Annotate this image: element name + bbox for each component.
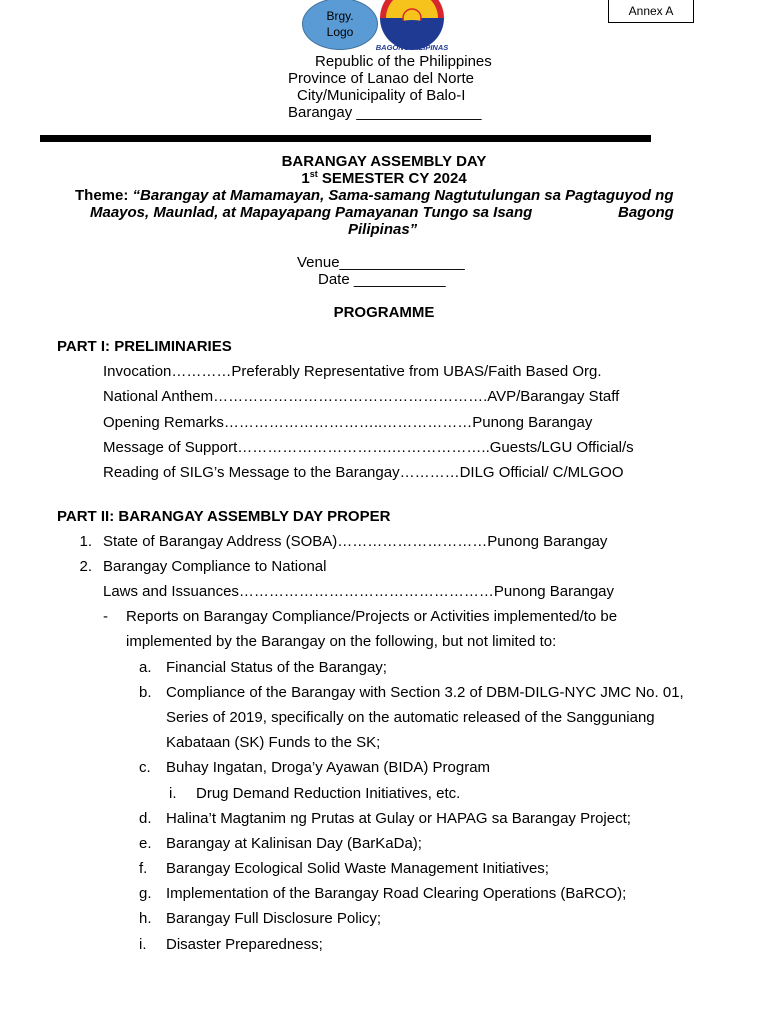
sub-c-text: Buhay Ingatan, Droga’y Ayawan (BIDA) Program (166, 759, 491, 776)
sub-b-line-3: Kabataan (SK) Funds to the SK; (166, 734, 381, 751)
item2-number: 2. (79, 558, 92, 575)
sub-d-label: d. (139, 810, 152, 827)
theme-line-1 (75, 187, 673, 204)
venue-field: Venue_______________ (297, 254, 465, 271)
sub-a-label: a. (139, 659, 152, 676)
theme-line-3: Pilipinas” (348, 221, 418, 238)
item2-line-2: Laws and Issuances……………………………………………Punong Barangay (103, 583, 615, 600)
item1-number: 1. (79, 533, 92, 550)
part2-heading: PART II: BARANGAY ASSEMBLY DAY PROPER (57, 508, 391, 525)
sub-g-text: Implementation of the Barangay Road Clearing Operations (BaRCO); (166, 885, 627, 902)
reports-line-2: implemented by the Barangay on the following, but not limited to: (126, 633, 557, 650)
barangay-logo (302, 0, 378, 50)
sub-b-line-1: Compliance of the Barangay with Section 3.2 of DBM-DILG-NYC JMC No. 01, (166, 684, 684, 701)
municipality-line: City/Municipality of Balo-I (297, 87, 466, 104)
part1-item-opening: Opening Remarks…………………………..………………Punong Barangay (103, 414, 593, 431)
sub-h-label: h. (139, 910, 152, 927)
brgy-logo-text-2: Logo (326, 25, 354, 39)
theme-text-1: “Barangay at Mamamayan, Sama-samang Nagtutulungan sa Pagtaguyod ng (132, 187, 674, 204)
theme-line-2a: Maayos, Maunlad, at Mapayapang Pamayanan Tungo sa Isang (90, 204, 533, 221)
sub-c-label: c. (139, 759, 151, 776)
theme-label: Theme: (75, 187, 129, 204)
sub-i-label: i. (139, 936, 147, 953)
sub-f-label: f. (139, 860, 148, 877)
sub-c-i-text: Drug Demand Reduction Initiatives, etc. (196, 785, 461, 802)
sub-b-line-2: Series of 2019, specifically on the automatic released of the Sangguniang (166, 709, 655, 726)
item2-line-1: Barangay Compliance to National (103, 558, 327, 575)
item1-soba: State of Barangay Address (SOBA)…………………………Punong Barangay (103, 533, 608, 550)
part1-item-anthem: National Anthem……………………………………………….AVP/Barangay Staff (103, 388, 620, 405)
bagong-pilipinas-caption: BAGONG PILIPINAS (375, 43, 449, 52)
sub-e-text: Barangay at Kalinisan Day (BarKaDa); (166, 835, 422, 852)
sub-a-text: Financial Status of the Barangay; (166, 659, 387, 676)
header-divider (40, 135, 651, 142)
sub-c-i-label: i. (169, 785, 177, 802)
republic-line: Republic of the Philippines (315, 53, 492, 70)
semester-number: 1 (301, 170, 310, 187)
assembly-title: BARANGAY ASSEMBLY DAY (281, 153, 487, 170)
bagong-pilipinas-logo (372, 0, 452, 56)
part1-item-support: Message of Support………………………….………………..Guests/LGU Official/s (103, 439, 634, 456)
reports-dash: - (103, 608, 108, 625)
sub-e-label: e. (139, 835, 152, 852)
brgy-logo-text-1: Brgy. (326, 9, 354, 23)
sub-i-text: Disaster Preparedness; (166, 936, 323, 953)
date-field: Date ___________ (318, 271, 446, 288)
sub-b-label: b. (139, 684, 152, 701)
barangay-line: Barangay _______________ (288, 104, 482, 121)
part1-heading: PART I: PRELIMINARIES (57, 338, 232, 355)
sub-d-text: Halina’t Magtanim ng Prutas at Gulay or HAPAG sa Barangay Project; (166, 810, 631, 827)
semester-title (0, 170, 768, 187)
programme-heading: PROGRAMME (333, 304, 435, 321)
semester-superscript: st (309, 169, 318, 179)
sub-h-text: Barangay Full Disclosure Policy; (166, 910, 382, 927)
theme-line-2b: Bagong (618, 204, 674, 221)
part1-item-invocation: Invocation…………Preferably Representative from UBAS/Faith Based Org. (103, 363, 602, 380)
sub-f-text: Barangay Ecological Solid Waste Management Initiatives; (166, 860, 549, 877)
reports-line-1: Reports on Barangay Compliance/Projects or Activities implemented/to be (126, 608, 618, 625)
sub-g-label: g. (139, 885, 152, 902)
annex-label: Annex A (608, 0, 694, 23)
province-line: Province of Lanao del Norte (288, 70, 474, 87)
semester-rest: SEMESTER CY 2024 (317, 170, 467, 187)
part1-item-silg: Reading of SILG’s Message to the Barangay…………DILG Official/ C/MLGOO (103, 464, 624, 481)
